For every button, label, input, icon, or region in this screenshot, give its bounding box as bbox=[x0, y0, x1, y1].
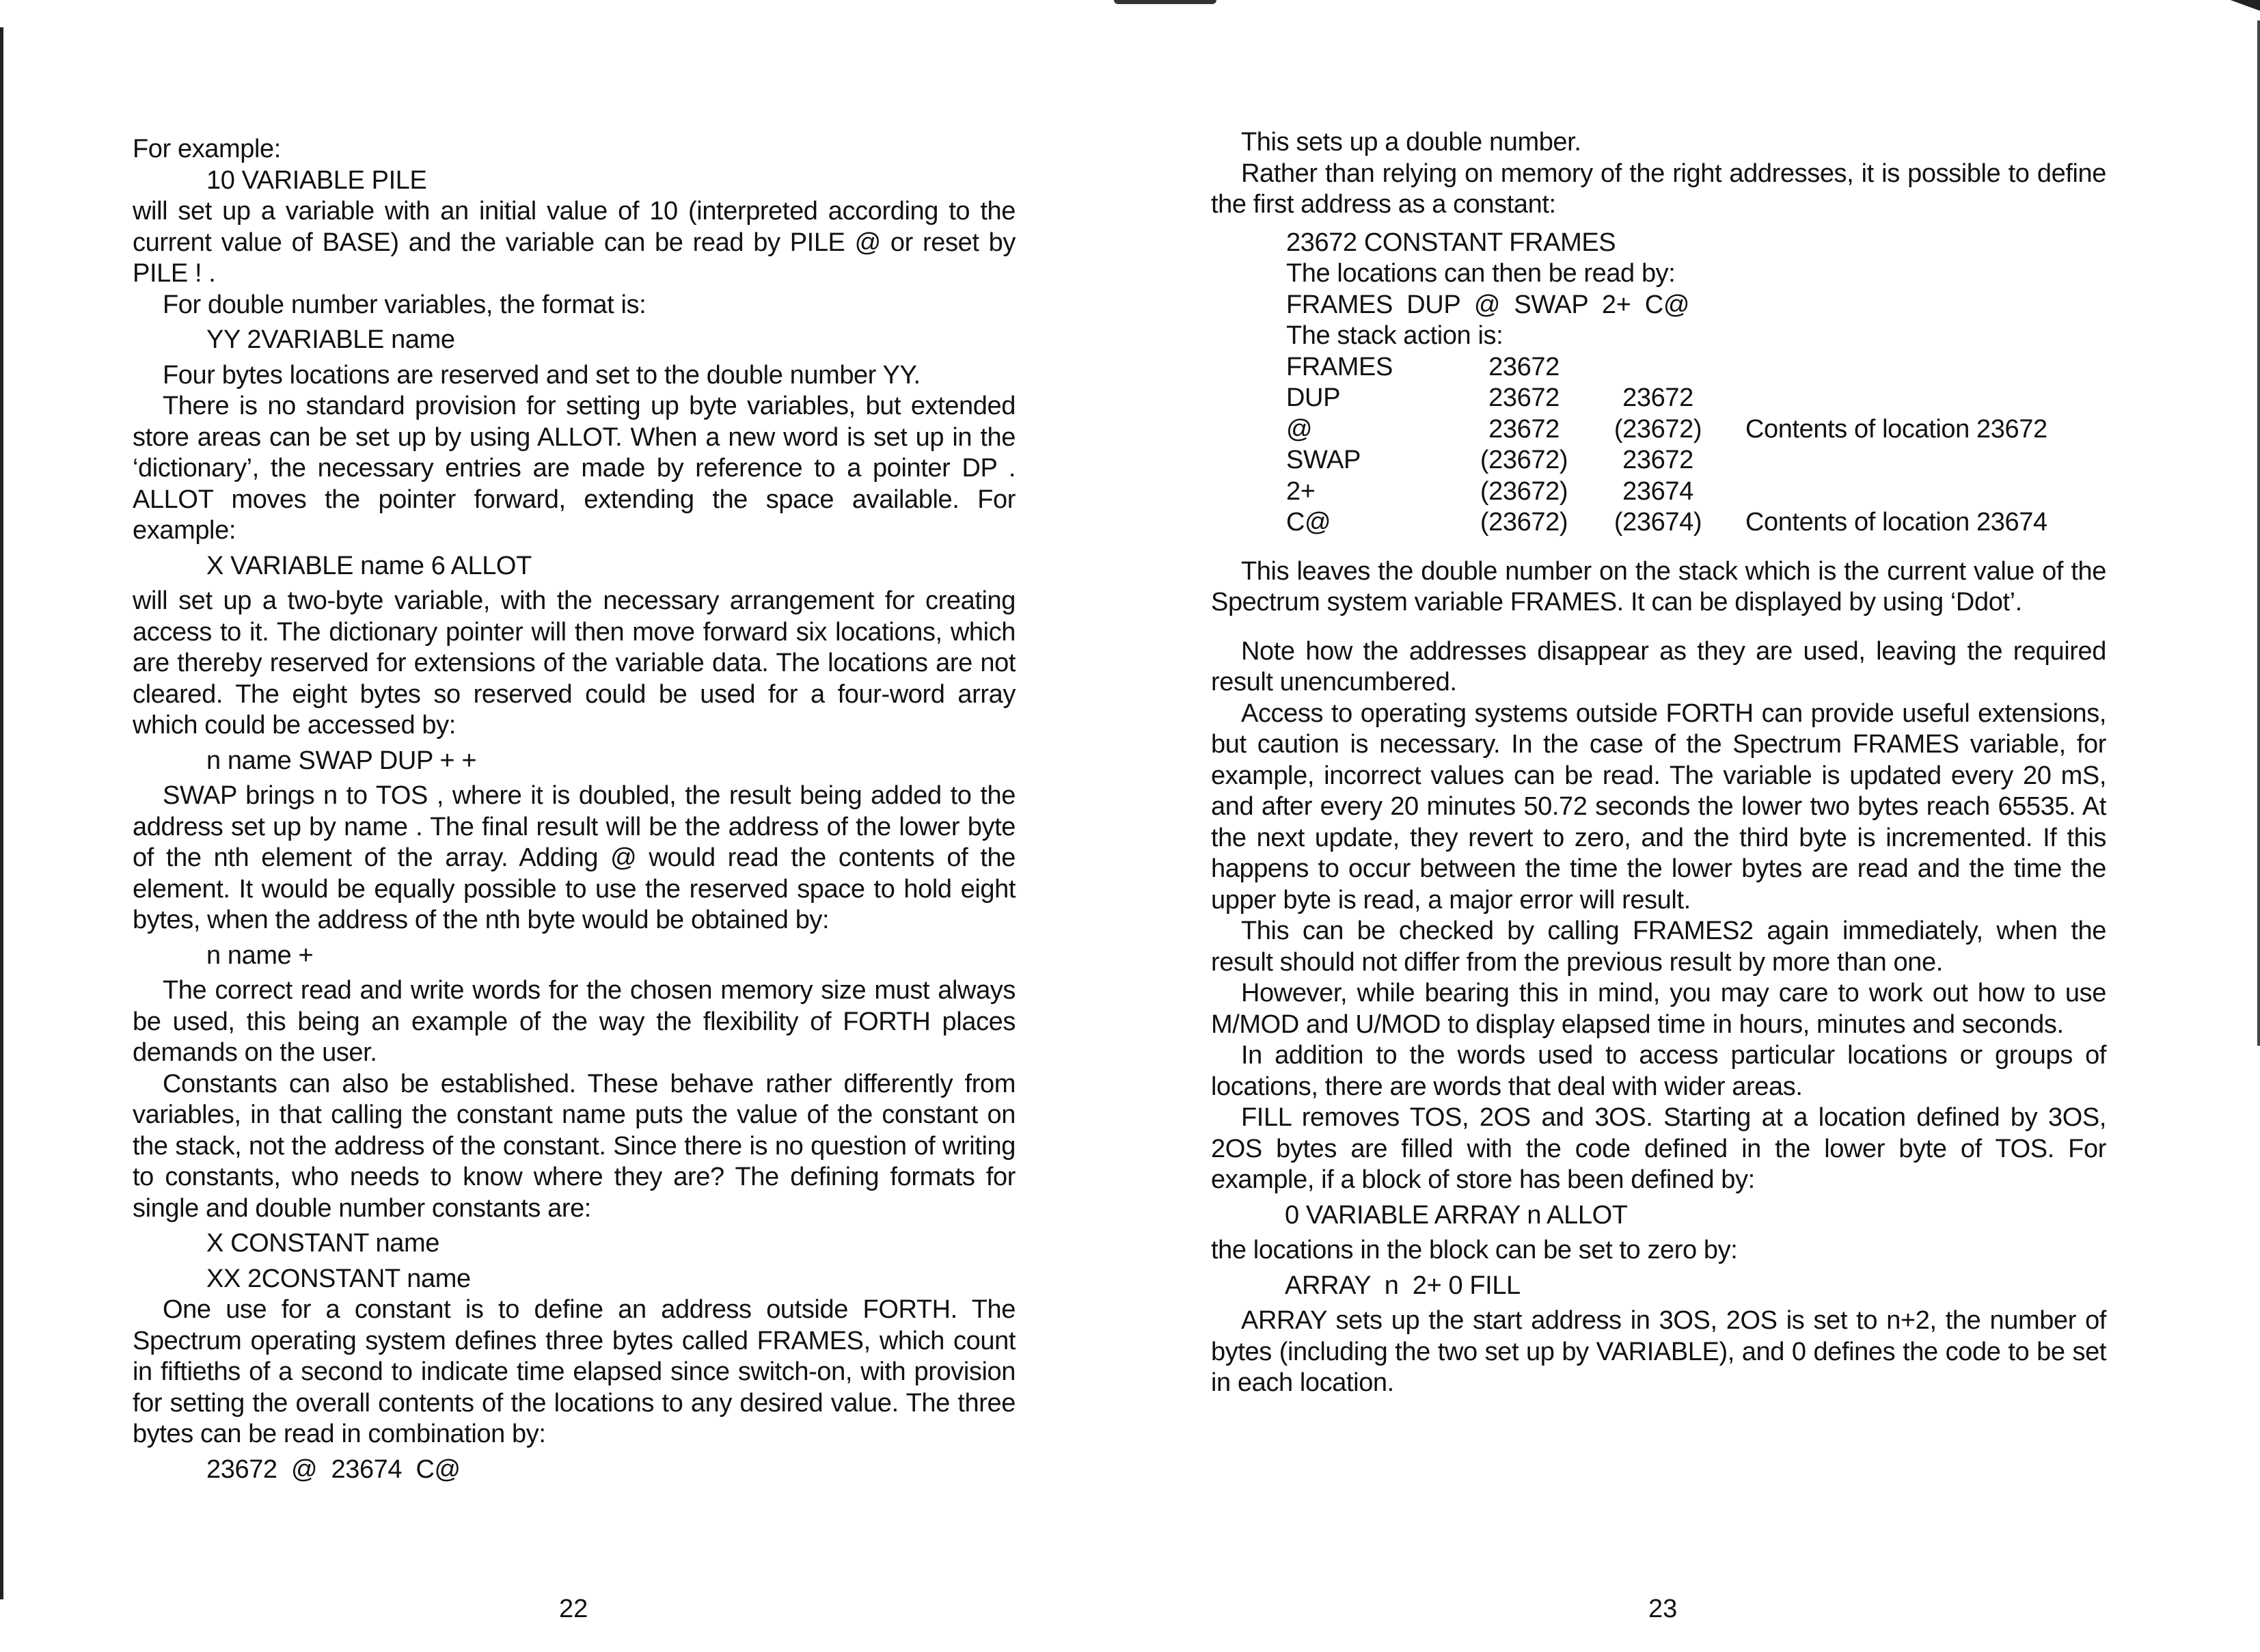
paragraph: Four bytes locations are reserved and set to the double number YY. bbox=[163, 360, 921, 390]
table-cell: 2+ bbox=[1286, 476, 1316, 506]
table-cell: (23672) bbox=[1480, 446, 1568, 474]
table-cell: (23672) bbox=[1480, 476, 1568, 506]
table-row bbox=[1286, 383, 2047, 414]
table-cell bbox=[1725, 383, 2047, 414]
table-cell bbox=[1725, 445, 2047, 476]
paragraph: SWAP brings n to TOS , where it is doubled, the result being added to the address set up by name . The final result will be the address of the lower byte of the nth element of the array. Adding @ would read the contents of the element. It would be equally possible to use the reserved space to hold eight bytes, when the address of the nth byte would be obtained by: bbox=[133, 781, 1016, 934]
table-cell: Contents of location 23672 bbox=[1745, 414, 2047, 444]
table-cell bbox=[1725, 352, 2047, 383]
paragraph: However, while bearing this in mind, you may care to work out how to use M/MOD and U/MOD to display elapsed time in hours, minutes and seconds. bbox=[1211, 979, 2106, 1039]
table-cell: 23672 bbox=[1622, 446, 1693, 474]
right-page-text bbox=[1211, 127, 2106, 1399]
paragraph: Rather than relying on memory of the right addresses, it is possible to define the first address as a constant: bbox=[1211, 159, 2106, 219]
code-example: n name SWAP DUP + + bbox=[206, 746, 477, 775]
code-example: ARRAY n 2+ 0 FILL bbox=[1285, 1271, 1521, 1300]
paragraph: For example: bbox=[133, 135, 281, 163]
page-number-left: 22 bbox=[559, 1595, 588, 1623]
stack-action-table bbox=[1286, 352, 2047, 539]
table-cell: 23672 bbox=[1488, 352, 1560, 381]
page-number-right: 23 bbox=[1648, 1595, 1678, 1623]
paragraph: The locations can then be read by: bbox=[1286, 259, 1676, 288]
paragraph: In addition to the words used to access particular locations or groups of locations, there are words that deal with wider areas. bbox=[1211, 1041, 2106, 1101]
table-row bbox=[1286, 414, 2047, 446]
code-example: X CONSTANT name bbox=[206, 1229, 440, 1258]
table-cell: 23674 bbox=[1622, 476, 1693, 506]
table-row bbox=[1286, 507, 2047, 539]
page-edge-right bbox=[2257, 21, 2260, 1046]
table-cell: 23672 bbox=[1488, 383, 1560, 412]
table-cell: (23674) bbox=[1614, 508, 1702, 537]
table-cell: FRAMES bbox=[1286, 352, 1393, 381]
table-cell: 23672 bbox=[1488, 414, 1560, 444]
paragraph: Note how the addresses disappear as they are used, leaving the required result unencumbered. bbox=[1211, 636, 2106, 696]
table-cell: (23672) bbox=[1614, 414, 1702, 444]
table-cell bbox=[1591, 352, 1725, 383]
paragraph: will set up a two-byte variable, with the necessary arrangement for creating access to it. The dictionary pointer will then move forward six locations, which are thereby reserved for extensions of the variable data. The locations are not cleared. The eight bytes so reserved could be used for a four-word array which could be accessed by: bbox=[133, 586, 1016, 740]
table-cell: 23672 bbox=[1622, 383, 1693, 412]
table-cell bbox=[1725, 476, 2047, 508]
code-example: X VARIABLE name 6 ALLOT bbox=[206, 551, 532, 580]
table-cell: Contents of location 23674 bbox=[1745, 508, 2047, 537]
code-example: 23672 @ 23674 C@ bbox=[206, 1454, 461, 1484]
paragraph: Access to operating systems outside FORTH can provide useful extensions, but caution is necessary. In the case of the Spectrum FRAMES variable, for example, incorrect values can be read. The variable is updated every 20 mS, and after every 20 minutes 50.72 seconds the lower two bytes reach 65535. At the next update, they revert to zero, and the third byte is incremented. If this happens to occur between the time the lower bytes are read and the time the upper byte is read, a major error will result. bbox=[1211, 699, 2106, 915]
code-example: 0 VARIABLE ARRAY n ALLOT bbox=[1285, 1200, 1628, 1230]
table-cell: @ bbox=[1286, 414, 1313, 444]
paragraph: One use for a constant is to define an address outside FORTH. The Spectrum operating system defines three bytes called FRAMES, which count in fiftieths of a second to indicate time elapsed since switch-on, with provision for setting the overall contents of the locations to any desired value. The three bytes can be read in combination by: bbox=[133, 1295, 1016, 1448]
paragraph: This leaves the double number on the stack which is the current value of the Spectrum system variable FRAMES. It can be displayed by using ‘Ddot’. bbox=[1211, 556, 2106, 617]
table-row bbox=[1286, 352, 2047, 383]
code-example: n name + bbox=[206, 940, 314, 970]
paragraph: There is no standard provision for setting up byte variables, but extended store areas can be set up by using ALLOT. When a new word is set up in the ‘dictionary’, the necessary entries are made by reference to a pointer DP . ALLOT moves the pointer forward, extending the space available. For example: bbox=[133, 392, 1016, 545]
code-example: YY 2VARIABLE name bbox=[206, 325, 455, 354]
table-cell: C@ bbox=[1286, 508, 1331, 537]
paragraph: The correct read and write words for the chosen memory size must always be used, this being an example of the way the flexibility of FORTH places demands on the user. bbox=[133, 976, 1016, 1067]
table-cell: (23672) bbox=[1480, 508, 1568, 537]
table-row bbox=[1286, 476, 2047, 508]
page-edge-corner bbox=[2219, 0, 2260, 21]
table-row bbox=[1286, 445, 2047, 476]
paragraph: Constants can also be established. These behave rather differently from variables, in that calling the constant name puts the value of the constant on the stack, not the address of the constant. Since there is no question of writing to constants, who needs to know where they are? The defining formats for single and double number constants are: bbox=[133, 1069, 1016, 1223]
code-example: FRAMES DUP @ SWAP 2+ C@ bbox=[1286, 290, 1689, 319]
paragraph: will set up a variable with an initial value of 10 (interpreted according to the current value of BASE) and the variable can be read by PILE @ or reset by PILE ! . bbox=[133, 197, 1016, 288]
page-edge-top bbox=[1114, 0, 1216, 4]
paragraph: the locations in the block can be set to zero by: bbox=[1211, 1236, 1738, 1264]
code-example: 23672 CONSTANT FRAMES bbox=[1286, 228, 1616, 257]
left-page-text bbox=[133, 134, 1016, 1489]
code-example: 10 VARIABLE PILE bbox=[206, 165, 427, 195]
paragraph: For double number variables, the format is: bbox=[163, 290, 646, 319]
paragraph: This sets up a double number. bbox=[1241, 128, 1581, 157]
paragraph: The stack action is: bbox=[1286, 321, 1503, 350]
code-example: XX 2CONSTANT name bbox=[206, 1264, 471, 1293]
table-cell: DUP bbox=[1286, 383, 1341, 412]
paragraph: ARRAY sets up the start address in 3OS, 2OS is set to n+2, the number of bytes (including the two set up by VARIABLE), and 0 defines the code to be set in each location. bbox=[1211, 1306, 2106, 1397]
page-edge-left bbox=[0, 27, 3, 1599]
table-cell: SWAP bbox=[1286, 446, 1361, 474]
paragraph: This can be checked by calling FRAMES2 again immediately, when the result should not differ from the previous result by more than one. bbox=[1211, 917, 2106, 977]
paragraph: FILL removes TOS, 2OS and 3OS. Starting at a location defined by 3OS, 2OS bytes are filled with the code defined in the lower byte of TOS. For example, if a block of store has been defined by: bbox=[1211, 1103, 2106, 1194]
